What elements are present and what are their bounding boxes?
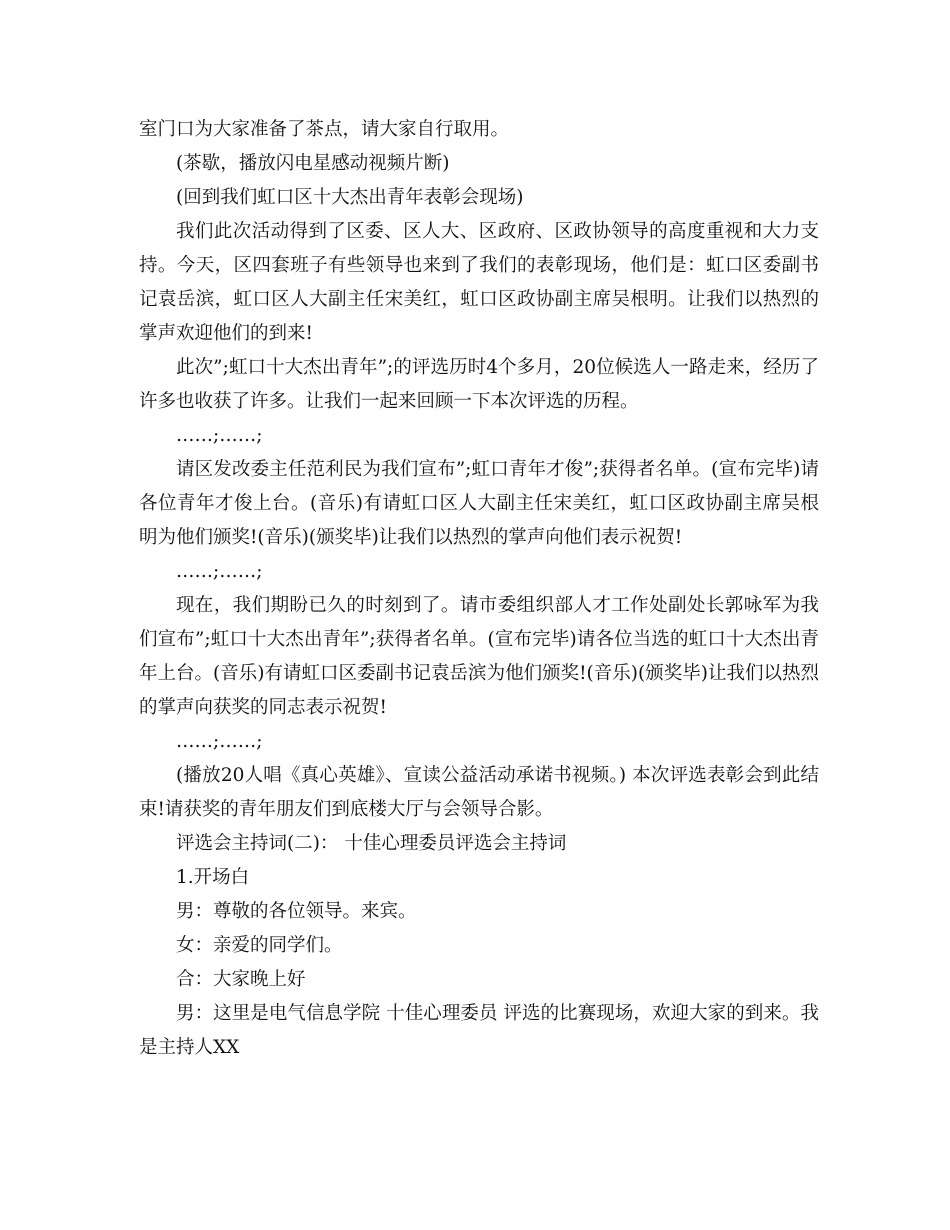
section-heading: 评选会主持词(二)： 十佳心理委员评选会主持词 xyxy=(176,833,567,854)
paragraph-ellipsis: ……;……; xyxy=(176,731,263,752)
document-body xyxy=(139,113,819,1065)
paragraph-ellipsis: ……;……; xyxy=(176,561,263,582)
paragraph-talent-announcement: 请区发改委主任范利民为我们宣布”;虹口青年才俊”;获得者名单。(宣布完毕)请各位青年才俊上台。(音乐)有请虹口区人大副主任宋美红，虹口区政协副主席吴根明为他们颁奖!(音乐)(颁奖毕)让我们以热烈的掌声向他们表示祝贺! xyxy=(139,459,819,548)
dialogue-line: 女：亲爱的同学们。 xyxy=(176,935,343,956)
paragraph-tea-break: (茶歇，播放闪电星感动视频片断) xyxy=(176,153,450,174)
dialogue-line: 男：尊敬的各位领导。来宾。 xyxy=(176,901,417,922)
paragraph-closing: (播放20人唱《真心英雄》、宣读公益活动承诺书视频。) 本次评选表彰会到此结束!请获奖的青年朋友们到底楼大厅与会领导合影。 xyxy=(139,765,819,820)
paragraph-selection-review: 此次”;虹口十大杰出青年”;的评选历时4个多月，20位候选人一路走来，经历了许多也收获了许多。让我们一起来回顾一下本次评选的历程。 xyxy=(139,357,819,412)
dialogue-line: 男：这里是电气信息学院 十佳心理委员 评选的比赛现场，欢迎大家的到来。我是主持人XX xyxy=(139,1003,819,1058)
subsection-heading: 1.开场白 xyxy=(176,867,250,888)
paragraph-return-venue: (回到我们虹口区十大杰出青年表彰会现场) xyxy=(176,187,524,208)
dialogue-line: 合：大家晚上好 xyxy=(176,969,306,990)
paragraph-tea-prep: 室门口为大家准备了茶点，请大家自行取用。 xyxy=(139,119,510,140)
paragraph-ellipsis: ……;……; xyxy=(176,425,263,446)
paragraph-leaders-intro: 我们此次活动得到了区委、区人大、区政府、区政协领导的高度重视和大力支持。今天，区四套班子有些领导也来到了我们的表彰现场，他们是：虹口区委副书记袁岳滨，虹口区人大副主任宋美红，虹口区政协副主席吴根明。让我们以热烈的掌声欢迎他们的到来! xyxy=(139,221,819,344)
paragraph-top-ten-announcement: 现在，我们期盼已久的时刻到了。请市委组织部人才工作处副处长郭咏军为我们宣布”;虹口十大杰出青年”;获得者名单。(宣布完毕)请各位当选的虹口十大杰出青年上台。(音乐)有请虹口区委副书记袁岳滨为他们颁奖!(音乐)(颁奖毕)让我们以热烈的掌声向获奖的同志表示祝贺! xyxy=(139,595,819,718)
